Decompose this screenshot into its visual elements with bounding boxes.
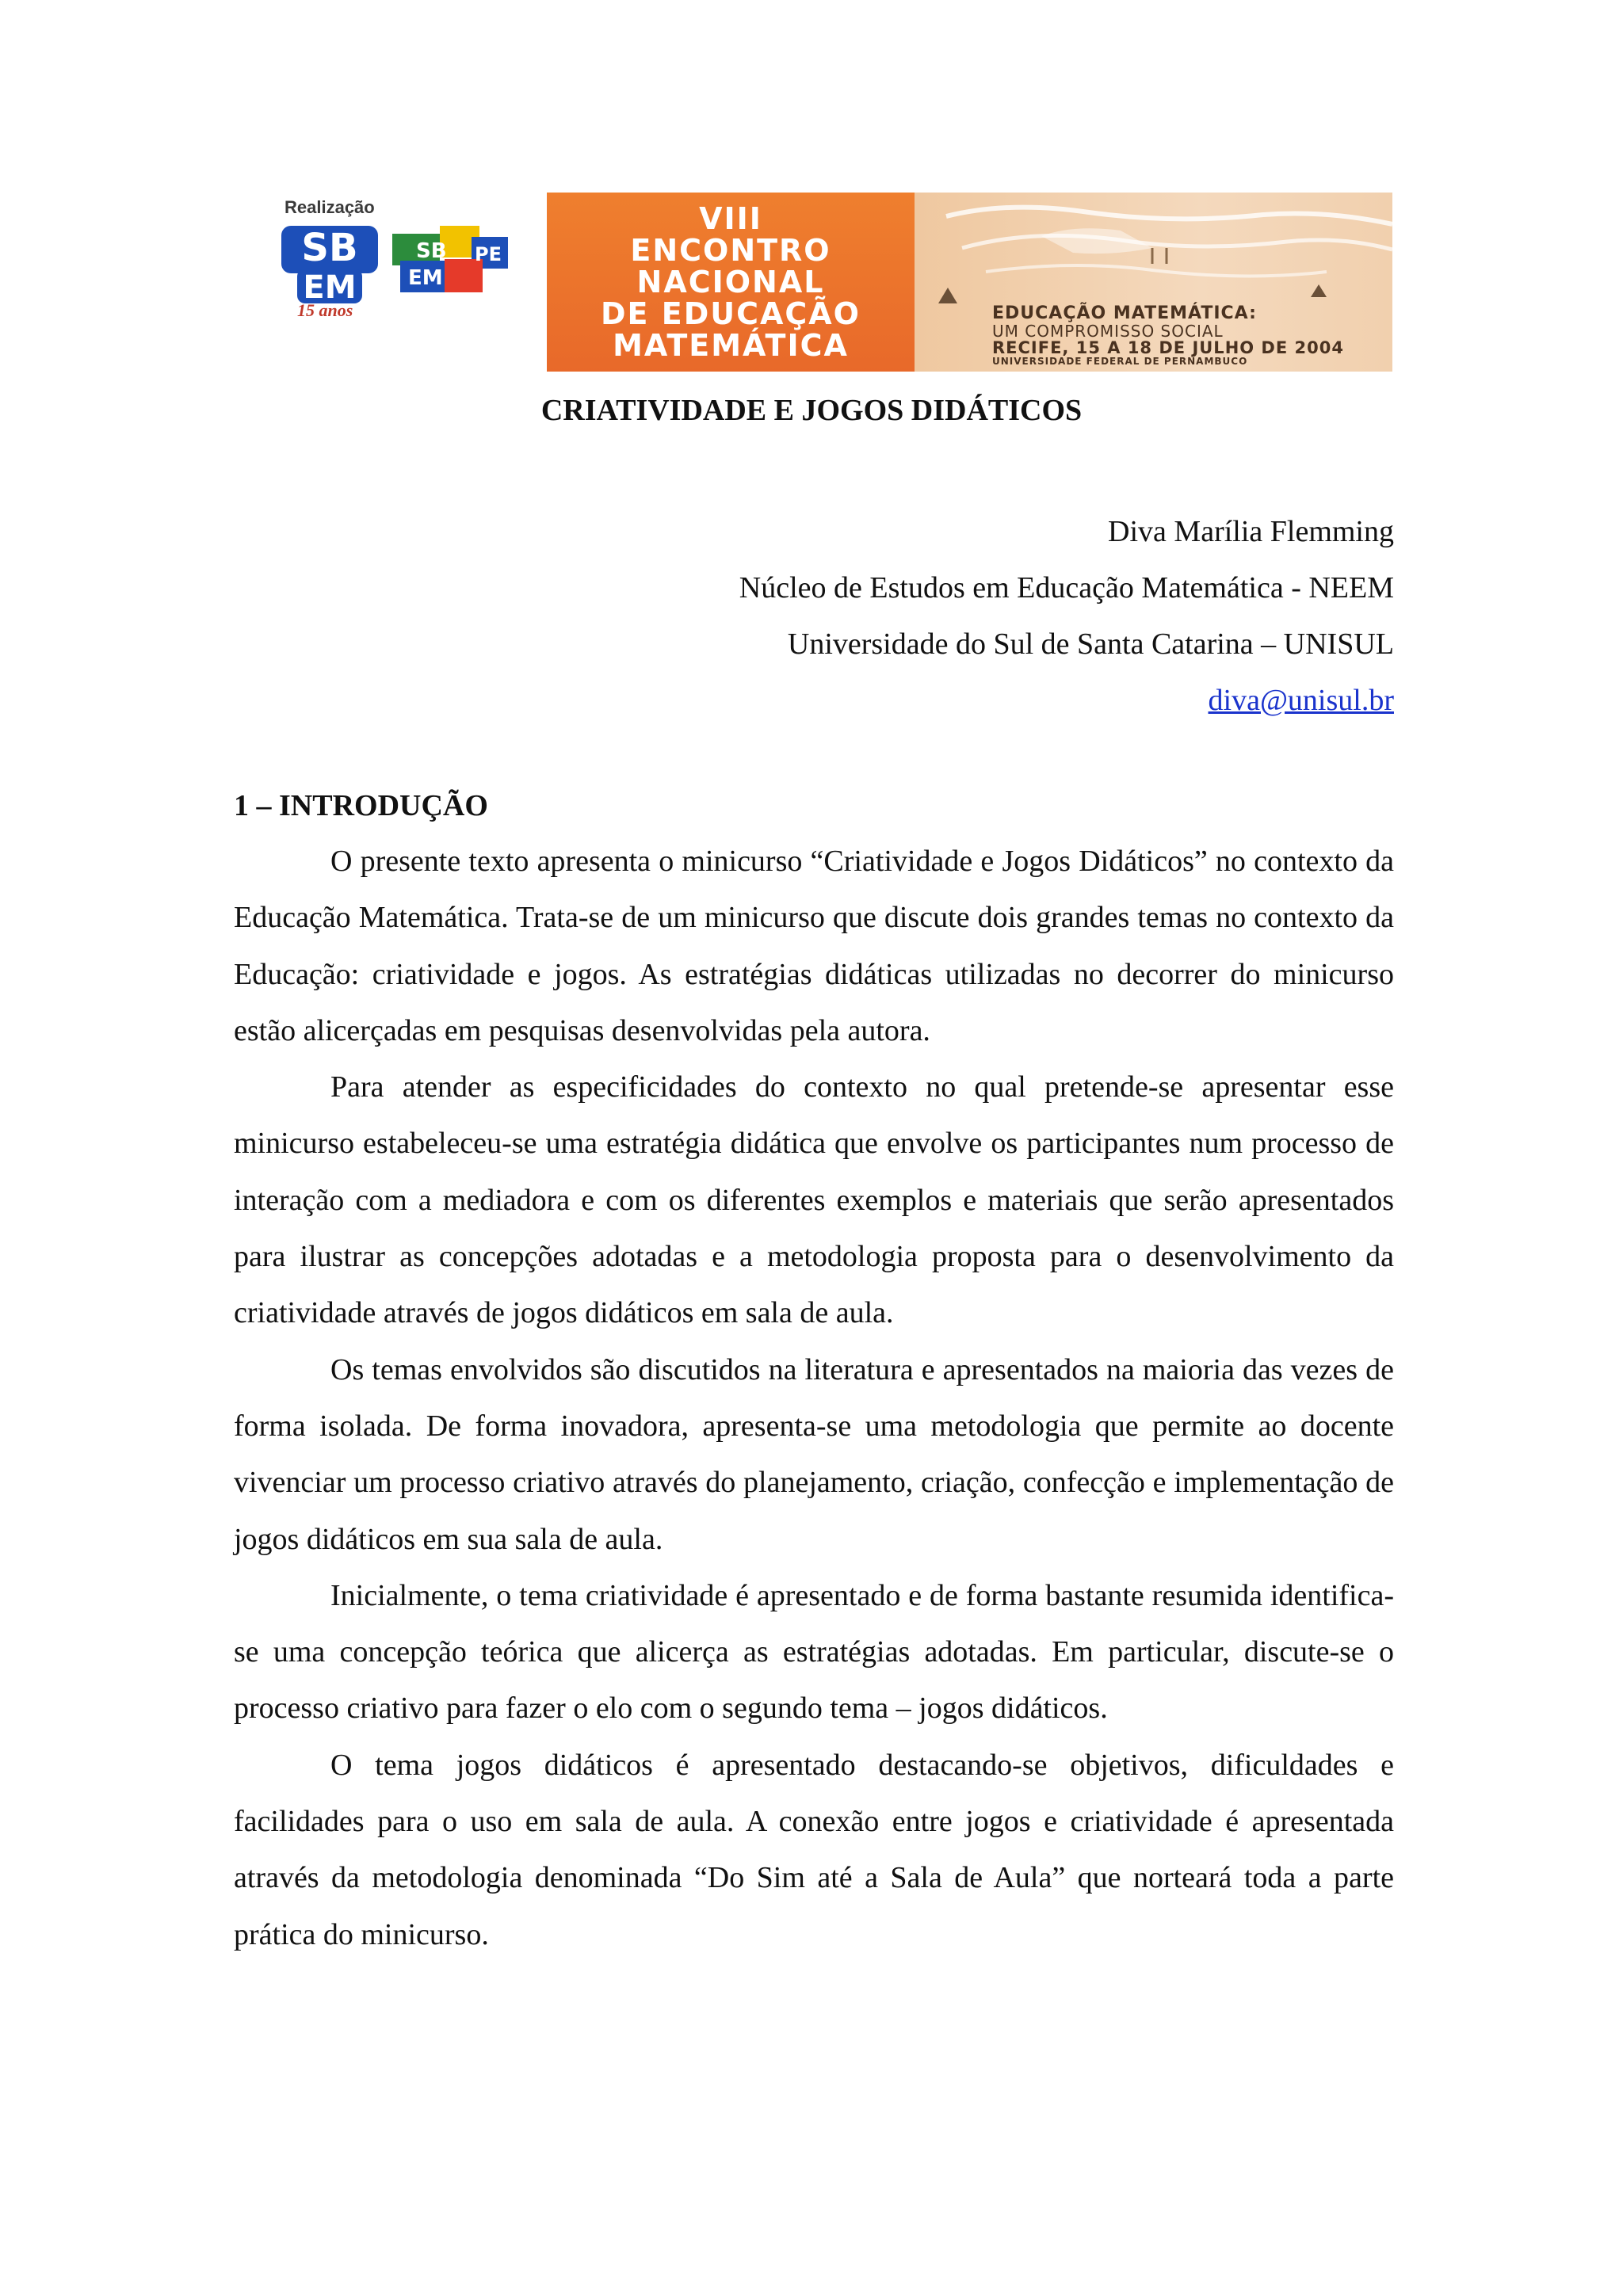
event-dates: RECIFE, 15 A 18 DE JULHO DE 2004 (992, 338, 1344, 357)
svg-text:SB: SB (301, 226, 358, 270)
event-name-block (547, 193, 915, 372)
theme-subtitle: UM COMPROMISSO SOCIAL (992, 322, 1224, 341)
sbempe-logo (392, 226, 511, 297)
realizacao-label: Realização (285, 197, 375, 217)
svg-text:EM: EM (303, 269, 357, 306)
author-name: Diva Marília Flemming (1108, 515, 1394, 548)
event-name-line: ENCONTRO (630, 233, 831, 268)
section-heading: 1 – INTRODUÇÃO (234, 789, 488, 822)
author-university: Universidade do Sul de Santa Catarina – UNISUL (787, 627, 1394, 661)
host-university: UNIVERSIDADE FEDERAL DE PERNAMBUCO (992, 356, 1248, 367)
author-block (739, 504, 1394, 729)
document-title: CRIATIVIDADE E JOGOS DIDÁTICOS (540, 394, 1083, 427)
section-body (234, 833, 1394, 1963)
author-email-link[interactable]: diva@unisul.br (1208, 684, 1394, 717)
paragraph: Os temas envolvidos são discutidos na literatura e apresentados na maioria das vezes de forma isolada. De forma inovadora, apresenta-se uma metodologia que permite ao docente vivenciar um processo criativo através do planejamento, criação, confecção e implementação de jogos didáticos em sua sala de aula. (234, 1352, 1394, 1556)
event-name-line: VIII (699, 201, 762, 236)
paragraph: O tema jogos didáticos é apresentado destacando-se objetivos, dificuldades e facilidades para o uso em sala de aula. A conexão entre jogos e criatividade é apresentada através da metodologia denominada “Do Sim até a Sala de Aula” que norteará toda a parte prática do minicurso. (234, 1748, 1394, 1951)
banner-logos (234, 193, 547, 372)
theme-title: EDUCAÇÃO MATEMÁTICA: (992, 303, 1257, 323)
sbem-anos-label: 15 anos (297, 300, 353, 320)
paragraph: Inicialmente, o tema criatividade é apresentado e de forma bastante resumida identifica-se uma concepção teórica que alicerça as estratégias adotadas. Em particular, discute-se o processo criativo para fazer o elo com o segundo tema – jogos didáticos. (234, 1578, 1394, 1726)
svg-text:PE: PE (475, 243, 502, 265)
svg-text:SB: SB (416, 239, 447, 263)
sbem-logo (278, 223, 381, 310)
svg-text:EM: EM (408, 266, 443, 290)
banner-theme-panel (915, 193, 1392, 372)
paragraph: O presente texto apresenta o minicurso “Criatividade e Jogos Didáticos” no contexto da Educação Matemática. Trata-se de um minicurso que discute dois grandes temas no contexto da Educação: criatividade e jogos. As estratégias didáticas utilizadas no decorrer do minicurso estão alicerçadas em pesquisas desenvolvidas pela autora. (234, 845, 1394, 1047)
event-name-line: NACIONAL (636, 265, 825, 299)
event-name-line: MATEMÁTICA (613, 328, 849, 363)
author-group: Núcleo de Estudos em Educação Matemática - NEEM (739, 571, 1394, 605)
conference-banner (234, 193, 1392, 372)
paragraph: Para atender as especificidades do contexto no qual pretende-se apresentar esse minicurso estabeleceu-se uma estratégia didática que envolve os participantes num processo de interação com a mediadora e com os diferentes exemplos e materiais que serão apresentados para ilustrar as concepções adotadas e a metodologia proposta para o desenvolvimento da criatividade através de jogos didáticos em sala de aula. (234, 1070, 1394, 1330)
event-name-line: DE EDUCAÇÃO (601, 296, 861, 331)
